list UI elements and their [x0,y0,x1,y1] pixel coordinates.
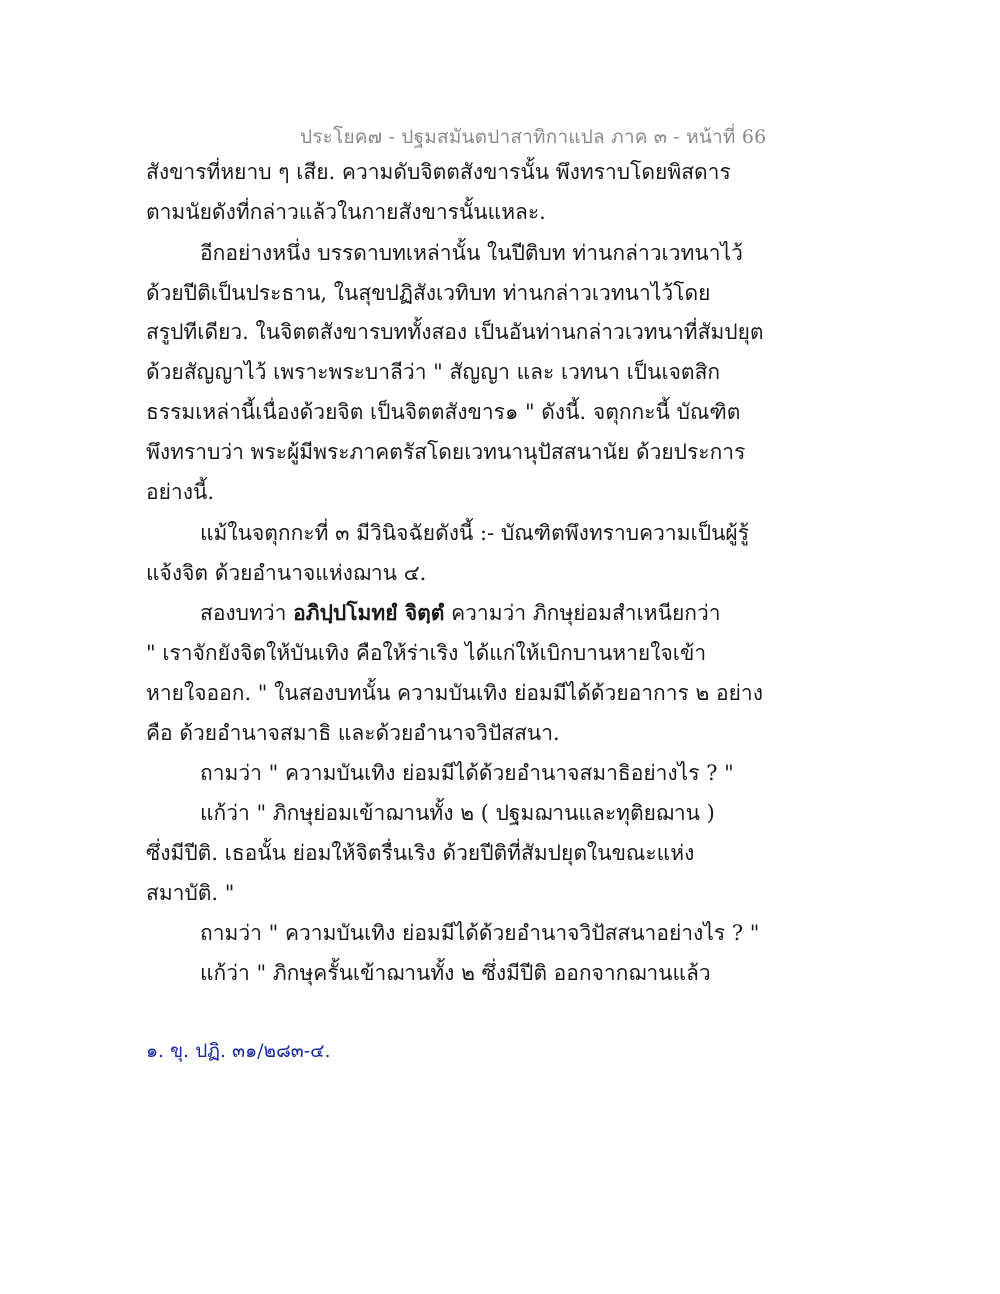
text-line: ด้วยปีติเป็นประธาน, ในสุขปฏิสังเวทิบท ท่านกล่าวเวทนาไว้โดย [146,281,711,305]
paragraph-start: แก้ว่า " ภิกษุย่อมเข้าฌานทั้ง ๒ ( ปฐมฌานและทุติยฌาน ) [200,801,715,825]
text-line: ซึ่งมีปีติ. เธอนั้น ย่อมให้จิตรื่นเริง ด้วยปีติที่สัมปยุตในขณะแห่ง [146,841,695,865]
text-segment: สองบทว่า [200,601,294,625]
text-segment: ความว่า ภิกษุย่อมสำเหนียกว่า [444,601,721,625]
paragraph-start: ถามว่า " ความบันเทิง ย่อมมีได้ด้วยอำนาจสมาธิอย่างไร ? " [200,761,734,785]
footnote: ๑. ขุ. ปฏิ. ๓๑/๒๘๓-๔. [146,1040,331,1062]
page-header: ประโยค๗ - ปฐมสมันตปาสาทิกาแปล ภาค ๓ - หน้าที่ 66 [300,126,767,148]
text-line: พึงทราบว่า พระผู้มีพระภาคตรัสโดยเวทนานุปัสสนานัย ด้วยประการ [146,440,746,464]
paragraph-start: แก้ว่า " ภิกษุครั้นเข้าฌานทั้ง ๒ ซึ่งมีปีติ ออกจากฌานแล้ว [200,961,711,985]
paragraph-start: ถามว่า " ความบันเทิง ย่อมมีได้ด้วยอำนาจวิปัสสนาอย่างไร ? " [200,921,760,945]
text-line: แจ้งจิต ด้วยอำนาจแห่งฌาน ๔. [146,561,427,585]
text-line: ด้วยสัญญาไว้ เพราะพระบาลีว่า " สัญญา และ เวทนา เป็นเจตสิก [146,360,721,384]
text-line: " เราจักยังจิตให้บันเทิง คือให้ร่าเริง ได้แก่ให้เบิกบานหายใจเข้า [146,641,707,665]
paragraph-start: แม้ในจตุกกะที่ ๓ มีวินิจฉัยดังนี้ :- บัณฑิตพึงทราบความเป็นผู้รู้ [200,521,750,545]
pali-term-bold: อภิปฺปโมทยํ จิตฺตํ [293,600,445,625]
text-line: อย่างนี้. [146,480,214,504]
text-line: ตามนัยดังที่กล่าวแล้วในกายสังขารนั้นแหละ. [146,200,546,224]
text-line: ธรรมเหล่านี้เนื่องด้วยจิต เป็นจิตตสังขาร๑ " ดังนี้. จตุกกะนี้ บัณฑิต [146,400,741,424]
text-line: คือ ด้วยอำนาจสมาธิ และด้วยอำนาจวิปัสสนา. [146,721,560,745]
text-line: สรูปทีเดียว. ในจิตตสังขารบททั้งสอง เป็นอันท่านกล่าวเวทนาที่สัมปยุต [146,320,764,344]
paragraph-start: อีกอย่างหนึ่ง บรรดาบทเหล่านั้น ในปีติบท ท่านกล่าวเวทนาไว้ [200,241,743,265]
text-line: สังขารที่หยาบ ๆ เสีย. ความดับจิตตสังขารนั้น พึงทราบโดยพิสดาร [146,160,731,184]
text-line: สมาบัติ. " [146,881,235,905]
text-line: หายใจออก. " ในสองบทนั้น ความบันเทิง ย่อมมีได้ด้วยอาการ ๒ อย่าง [146,681,763,705]
paragraph-start-mixed [200,598,721,628]
